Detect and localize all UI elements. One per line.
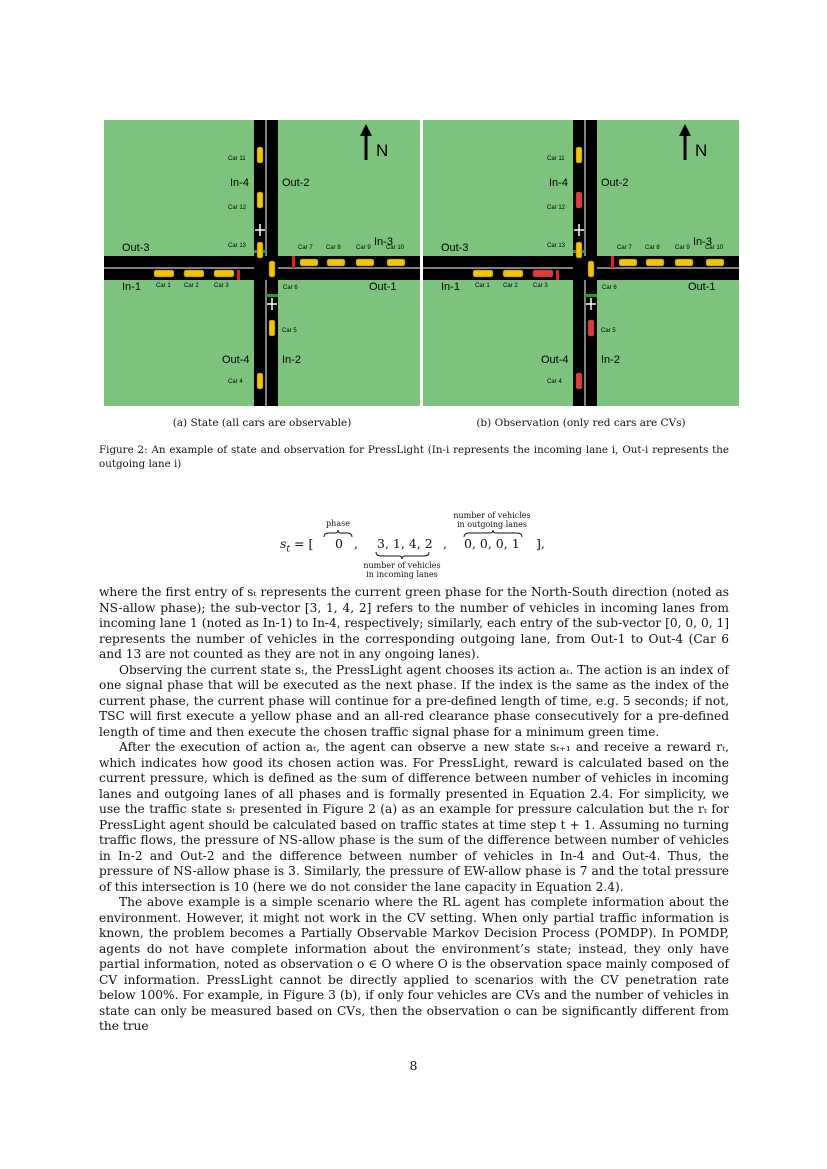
label-in3: In-3 — [374, 236, 393, 248]
signal-in3 — [611, 256, 614, 268]
car-label: Car 5 — [601, 328, 616, 334]
label-out3: Out-3 — [441, 242, 469, 254]
signal-in2 — [585, 294, 597, 297]
car-label: Car 7 — [298, 245, 313, 251]
label-out2: Out-2 — [282, 177, 310, 189]
car-label: Car 4 — [228, 379, 243, 385]
label-out1: Out-1 — [688, 281, 716, 293]
car-7 — [619, 259, 637, 266]
car-label: Car 8 — [645, 245, 660, 251]
car-label: Car 1 — [156, 283, 171, 289]
label-out4: Out-4 — [222, 354, 250, 366]
car-label: Car 2 — [184, 283, 199, 289]
car-5 — [269, 320, 275, 336]
car-label: Car 6 — [283, 285, 298, 291]
figure-panel-a — [104, 120, 420, 406]
outgoing-value: 0, 0, 0, 1 — [464, 536, 520, 551]
car-9 — [675, 259, 693, 266]
figure-panel-b — [423, 120, 739, 406]
car-8 — [327, 259, 345, 266]
signal-in2 — [266, 294, 278, 297]
label-in4: In-4 — [549, 177, 568, 189]
car-12 — [257, 192, 263, 208]
subcaption-a: (a) State (all cars are observable) — [172, 417, 352, 429]
car-2 — [184, 270, 204, 277]
underbrace-icon — [375, 551, 430, 559]
car-label: Car 10 — [386, 245, 405, 251]
car-5 — [588, 320, 594, 336]
car-10 — [706, 259, 724, 266]
label-out3: Out-3 — [122, 242, 150, 254]
label-out4: Out-4 — [541, 354, 569, 366]
state-equation — [280, 510, 560, 580]
car-label: Car 3 — [214, 283, 229, 289]
label-in1: In-1 — [441, 281, 460, 293]
paragraph: After the execution of action aₜ, the agent can observe a new state sₜ₊₁ and receive a reward rₜ, which indicates how good its chosen action was. For PressLight, reward is calculated based on the current pressure, which is defined as the sum of difference between number of vehicles in incoming lanes and outgoing lanes of all phases and is formally presented in Equation 2.4. For simplicity, we use the traffic state sₜ presented in Figure 2 (a) as an example for pressure calculation but the rₜ for PressLight agent should be calculated based on traffic states at time step t + 1. Assuming no turning traffic flows, the pressure of NS-allow phase is the sum of the difference between number of vehicles in In-2 and Out-2 and the difference between number of vehicles in In-4 and Out-4. Thus, the pressure of NS-allow phase is 3. Similarly, the pressure of EW-allow phase is 7 and the total pressure of this intersection is 10 (here we do not consider the lane capacity in Equation 2.4). — [99, 740, 729, 894]
incoming-label: number of vehicles in incoming lanes — [363, 561, 441, 579]
equation-main: $s_t$ = [ — [280, 536, 314, 555]
car-label: Car 2 — [503, 283, 518, 289]
comma: , — [354, 536, 358, 551]
figure-caption: Figure 2: An example of state and observation for PressLight (In-i represents the incoming lane i, Out-i represents the outgoing lane i) — [99, 444, 729, 470]
car-label: Car 12 — [547, 205, 566, 211]
car-10 — [387, 259, 405, 266]
car-6 — [269, 261, 275, 277]
phase-label: phase — [326, 519, 350, 528]
north-label: N — [376, 141, 389, 160]
paragraph: Observing the current state sₜ, the PressLight agent chooses its action aₜ. The action is an index of one signal phase that will be executed as the next phase. If the index is the same as the index of the current phase, the current phase will continue for a pre-defined length of time, e.g. 5 seconds; if not, TSC will first execute a yellow phase and an all-red clearance phase consecutively for a pre-defined length of time and then execute the chosen traffic signal phase for a minimum green time. — [99, 662, 729, 739]
body-text — [99, 585, 729, 1035]
car-7 — [300, 259, 318, 266]
car-label: Car 9 — [675, 245, 690, 251]
car-label: Car 13 — [228, 243, 247, 249]
car-label: Car 9 — [356, 245, 371, 251]
label-out1: Out-1 — [369, 281, 397, 293]
car-label: Car 12 — [228, 205, 247, 211]
car-label: Car 11 — [547, 156, 565, 162]
car-label: Car 10 — [705, 245, 724, 251]
car-label: Car 1 — [475, 283, 490, 289]
car-11 — [576, 147, 582, 163]
car-9 — [356, 259, 374, 266]
incoming-value: 3, 1, 4, 2 — [377, 536, 433, 551]
car-label: Car 3 — [533, 283, 548, 289]
car-4 — [576, 373, 582, 389]
page-number: 8 — [409, 1058, 418, 1073]
equation-close: ], — [536, 536, 545, 551]
car-3 — [214, 270, 234, 277]
label-in4: In-4 — [230, 177, 249, 189]
outgoing-label: number of vehicles in outgoing lanes — [453, 511, 531, 529]
intersection-diagram — [104, 120, 420, 406]
phase-value: 0 — [335, 536, 343, 551]
car-1 — [473, 270, 493, 277]
car-label: Car 11 — [228, 156, 246, 162]
label-in2: In-2 — [601, 354, 620, 366]
car-label: Car 5 — [282, 328, 297, 334]
car-label: Car 13 — [547, 243, 566, 249]
comma: , — [443, 536, 447, 551]
car-4 — [257, 373, 263, 389]
label-in3: In-3 — [693, 236, 712, 248]
car-label: Car 4 — [547, 379, 562, 385]
label-in2: In-2 — [282, 354, 301, 366]
car-3 — [533, 270, 553, 277]
subcaption-b: (b) Observation (only red cars are CVs) — [476, 417, 686, 429]
label-in1: In-1 — [122, 281, 141, 293]
signal-in3 — [292, 256, 295, 268]
intersection-diagram — [423, 120, 739, 406]
signal-in1 — [556, 270, 559, 280]
car-2 — [503, 270, 523, 277]
car-11 — [257, 147, 263, 163]
car-label: Car 6 — [602, 285, 617, 291]
car-13 — [576, 242, 582, 258]
signal-in1 — [237, 270, 240, 280]
car-8 — [646, 259, 664, 266]
car-13 — [257, 242, 263, 258]
car-label: Car 7 — [617, 245, 632, 251]
car-12 — [576, 192, 582, 208]
car-label: Car 8 — [326, 245, 341, 251]
paragraph: where the first entry of sₜ represents the current green phase for the North-South direction (noted as NS-allow phase); the sub-vector [3, 1, 4, 2] refers to the number of vehicles in incoming lanes from incoming lane 1 (noted as In-1) to In-4, respectively; similarly, each entry of the sub-vector [0, 0, 0, 1] represents the number of vehicles in the corresponding outgoing lane, from Out-1 to Out-4 (Car 6 and 13 are not counted as they are not in any ongoing lanes). — [99, 585, 729, 661]
north-label: N — [695, 141, 708, 160]
car-6 — [588, 261, 594, 277]
car-1 — [154, 270, 174, 277]
label-out2: Out-2 — [601, 177, 629, 189]
paragraph: The above example is a simple scenario where the RL agent has complete information about the environment. However, it might not work in the CV setting. When only partial traffic information is known, the problem becomes a Partially Observable Markov Decision Process (POMDP). In POMDP, agents do not have complete information about the environment’s state; instead, they only have partial information, noted as observation o ∈ O where O is the observation space mainly composed of CV information. PressLight cannot be directly applied to scenarios with the CV penetration rate below 100%. For example, in Figure 3 (b), if only four vehicles are CVs and the number of vehicles in state can only be measured based on CVs, then the observation o can be significantly different from the true — [99, 895, 729, 1033]
